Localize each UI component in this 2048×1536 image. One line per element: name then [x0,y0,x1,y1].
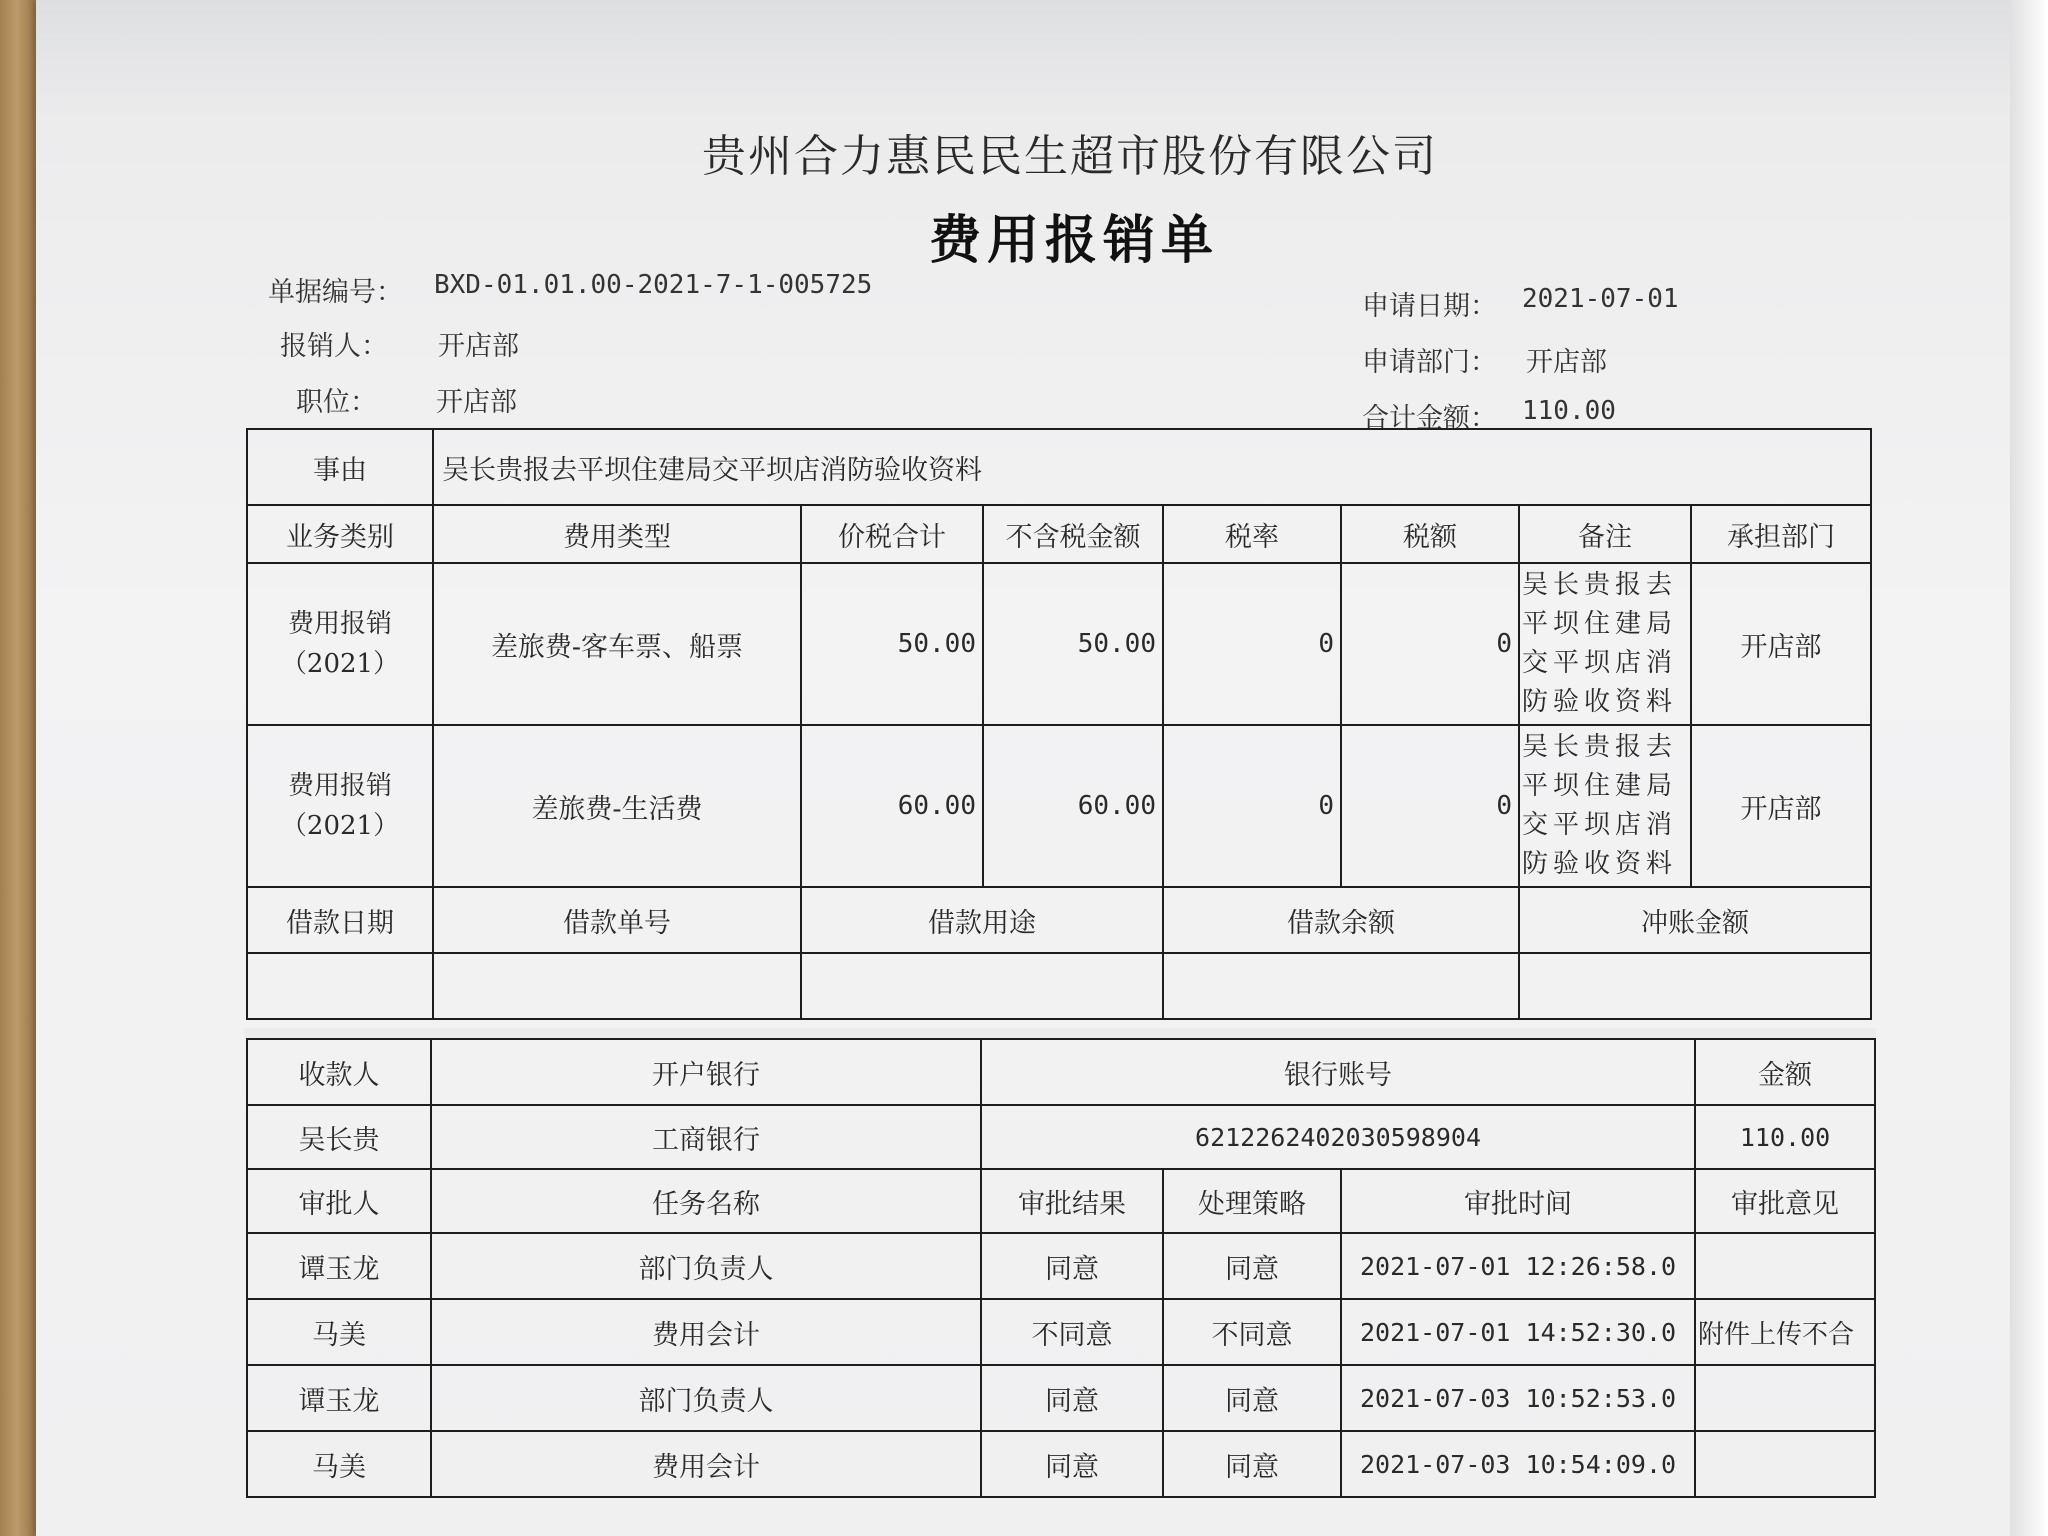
apply-date-value: 2021-07-01 [1522,284,1679,314]
header-tax: 税额 [1341,505,1519,563]
apply-dept-label: 申请部门： [1362,347,1497,378]
expense-pretax: 50.00 [983,563,1163,725]
company-name: 贵州合力惠民民生超市股份有限公司 [702,131,1438,182]
payee-header-row [247,1039,1875,1105]
total-label: 合计金额： [1362,403,1497,434]
approval-approver: 马美 [247,1299,431,1365]
approval-row [247,1299,1875,1365]
position-label: 职位： [296,387,377,418]
header-pretax: 不含税金额 [983,505,1163,563]
payee-account: 6212262402030598904 [981,1105,1695,1169]
expense-pretax: 60.00 [983,725,1163,887]
header-dept: 承担部门 [1691,505,1871,563]
loan-header-date: 借款日期 [247,887,433,953]
approval-strategy: 不同意 [1163,1299,1341,1365]
payee-header-account: 银行账号 [981,1039,1695,1105]
loan-header-row [247,887,1871,953]
expense-total: 60.00 [801,725,983,887]
approval-approver: 马美 [247,1431,431,1497]
approval-result: 同意 [981,1365,1163,1431]
loan-balance-cell [1163,953,1519,1019]
approval-header-task: 任务名称 [431,1169,981,1233]
header-note: 备注 [1519,505,1691,563]
approval-approver: 谭玉龙 [247,1233,431,1299]
approval-result: 不同意 [981,1299,1163,1365]
approval-header-opinion: 审批意见 [1695,1169,1875,1233]
approval-opinion [1695,1233,1875,1299]
expense-category: 费用报销（2021） [247,725,433,887]
reason-value: 吴长贵报去平坝住建局交平坝店消防验收资料 [433,429,1871,505]
doc-no-label: 单据编号： [268,277,403,308]
reimburser-value: 开店部 [438,331,519,362]
approval-row [247,1233,1875,1299]
expense-category: 费用报销（2021） [247,563,433,725]
payee-bank: 工商银行 [431,1105,981,1169]
expense-table [246,428,1872,1020]
reimburser-field [280,324,519,363]
expense-rate: 0 [1163,725,1341,887]
reason-label: 事由 [247,429,433,505]
expense-tax: 0 [1341,563,1519,725]
approval-time: 2021-07-03 10:52:53.0 [1341,1365,1695,1431]
payee-approval-table [246,1038,1876,1498]
loan-header-balance: 借款余额 [1163,887,1519,953]
apply-dept-value: 开店部 [1526,347,1607,378]
approval-result: 同意 [981,1431,1163,1497]
reason-row [247,429,1871,505]
approval-opinion [1695,1431,1875,1497]
expense-tax: 0 [1341,725,1519,887]
approval-header-strategy: 处理策略 [1163,1169,1341,1233]
loan-header-no: 借款单号 [433,887,801,953]
approval-row [247,1431,1875,1497]
approval-strategy: 同意 [1163,1365,1341,1431]
position-field [296,380,517,419]
header-rate: 税率 [1163,505,1341,563]
payee-row [247,1105,1875,1169]
table-gap [244,1028,1876,1038]
header-total: 价税合计 [801,505,983,563]
approval-strategy: 同意 [1163,1233,1341,1299]
approval-header-row [247,1169,1875,1233]
position-value: 开店部 [436,387,517,418]
payee-amount: 110.00 [1695,1105,1875,1169]
expense-row [247,725,1871,887]
expense-total: 50.00 [801,563,983,725]
loan-date-cell [247,953,433,1019]
approval-result: 同意 [981,1233,1163,1299]
approval-opinion [1695,1365,1875,1431]
approval-header-result: 审批结果 [981,1169,1163,1233]
expense-note: 吴长贵报去平坝住建局交平坝店消防验收资料 [1519,725,1691,887]
approval-opinion: 附件上传不合 [1695,1299,1875,1365]
approval-strategy: 同意 [1163,1431,1341,1497]
loan-empty-row [247,953,1871,1019]
payee-name: 吴长贵 [247,1105,431,1169]
expense-dept: 开店部 [1691,563,1871,725]
expense-dept: 开店部 [1691,725,1871,887]
approval-approver: 谭玉龙 [247,1365,431,1431]
doc-no-value: BXD-01.01.00-2021-7-1-005725 [434,270,873,300]
approval-task: 费用会计 [431,1299,981,1365]
apply-dept-field [1362,340,1607,379]
loan-header-offset: 冲账金额 [1519,887,1871,953]
loan-offset-cell [1519,953,1871,1019]
apply-date-field [1362,284,1679,323]
approval-time: 2021-07-01 14:52:30.0 [1341,1299,1695,1365]
approval-task: 费用会计 [431,1431,981,1497]
approval-time: 2021-07-01 12:26:58.0 [1341,1233,1695,1299]
reimburser-label: 报销人： [280,331,388,362]
expense-header-row [247,505,1871,563]
approval-header-time: 审批时间 [1341,1169,1695,1233]
loan-purpose-cell [801,953,1163,1019]
form-title: 费用报销单 [928,210,1219,271]
loan-no-cell [433,953,801,1019]
total-value: 110.00 [1522,396,1616,426]
loan-header-purpose: 借款用途 [801,887,1163,953]
expense-type: 差旅费-生活费 [433,725,801,887]
payee-header-name: 收款人 [247,1039,431,1105]
approval-header-approver: 审批人 [247,1169,431,1233]
approval-task: 部门负责人 [431,1233,981,1299]
approval-time: 2021-07-03 10:54:09.0 [1341,1431,1695,1497]
expense-type: 差旅费-客车票、船票 [433,563,801,725]
header-category: 业务类别 [247,505,433,563]
payee-header-amount: 金额 [1695,1039,1875,1105]
payee-header-bank: 开户银行 [431,1039,981,1105]
expense-row [247,563,1871,725]
expense-note: 吴长贵报去平坝住建局交平坝店消防验收资料 [1519,563,1691,725]
doc-no-field [268,270,873,309]
apply-date-label: 申请日期： [1362,291,1497,322]
approval-row [247,1365,1875,1431]
expense-rate: 0 [1163,563,1341,725]
approval-task: 部门负责人 [431,1365,981,1431]
header-type: 费用类型 [433,505,801,563]
